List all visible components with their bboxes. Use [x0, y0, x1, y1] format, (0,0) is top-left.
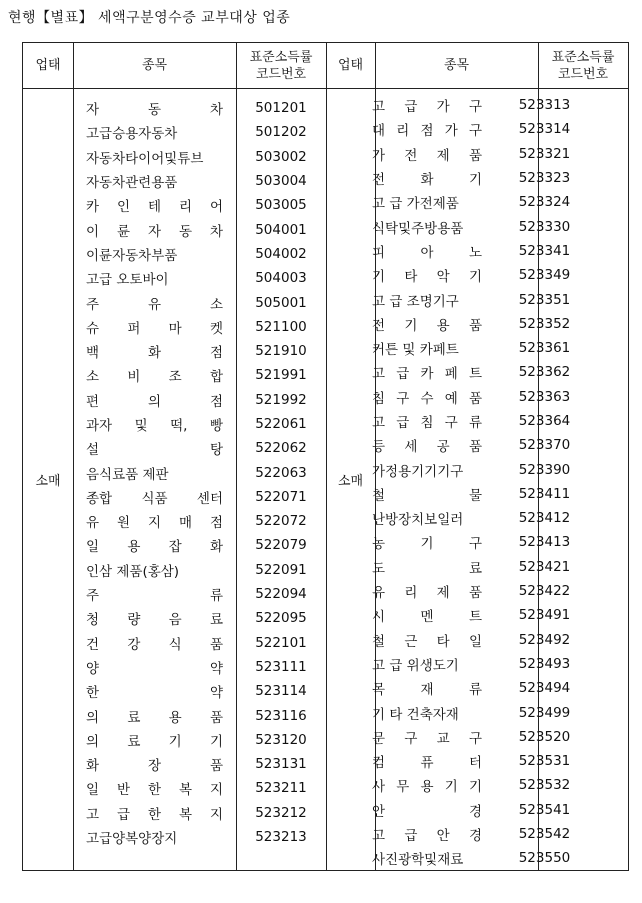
table-row [326, 725, 590, 749]
table-row [326, 409, 590, 433]
item-code: 523361 [518, 340, 571, 357]
item-name: 양 약 [86, 660, 223, 677]
item-code: 504001 [255, 221, 307, 238]
table-row [326, 117, 590, 141]
item-name: 백 화 점 [86, 345, 223, 362]
table-row [326, 652, 590, 676]
item-name: 주 류 [86, 588, 223, 605]
business-type-right: 소매 [337, 473, 364, 489]
table-row [326, 457, 590, 481]
table-row [23, 825, 326, 849]
item-code: 523532 [518, 777, 571, 794]
item-name: 유 리 제 품 [372, 585, 482, 602]
item-code: 522079 [255, 537, 307, 554]
item-name: 고 급 카 페 트 [372, 366, 482, 383]
table-row [23, 169, 326, 193]
table-row [23, 533, 326, 557]
item-name: 문 구 교 구 [372, 730, 482, 747]
item-name: 목 재 류 [372, 682, 482, 699]
item-name: 카 인 테 리 어 [86, 199, 223, 216]
table-row [326, 773, 590, 797]
item-name: 등 세 공 품 [372, 439, 482, 456]
item-name: 슈 퍼 마 켓 [86, 320, 223, 337]
right-item-list [326, 93, 590, 871]
item-name: 고 급 가전제품 [372, 196, 459, 213]
table-row [23, 315, 326, 339]
item-name: 침 구 수 예 품 [372, 390, 482, 407]
item-code: 523313 [518, 97, 571, 114]
table-row [326, 385, 590, 409]
item-code: 523531 [518, 753, 571, 770]
table-row [23, 606, 326, 630]
item-name: 고급 오토바이 [86, 272, 169, 289]
table-row [326, 846, 590, 870]
table-row [23, 655, 326, 679]
table-row [23, 801, 326, 825]
item-code: 523421 [518, 558, 571, 575]
table-row [23, 193, 326, 217]
page-title: 현행【별표】 세액구분영수증 교부대상 업종 [8, 10, 291, 26]
item-name: 종합 식품 센터 [86, 490, 223, 507]
item-name: 철 물 [372, 487, 482, 504]
item-name: 일 반 한 복 지 [86, 782, 223, 799]
table-row [326, 166, 590, 190]
item-name: 가정용기기기구 [372, 463, 464, 480]
table-row [23, 679, 326, 703]
item-name: 이 륜 자 동 차 [86, 223, 223, 240]
table-row [326, 239, 590, 263]
header-code-line2: 코드번호 [255, 66, 307, 82]
item-code: 504003 [255, 270, 307, 287]
table-row [326, 312, 590, 336]
header-business-right: 업태 [337, 58, 364, 73]
table-row [23, 631, 326, 655]
table-row [326, 263, 590, 287]
table-row [23, 412, 326, 436]
item-code: 522062 [255, 440, 307, 457]
item-name: 가 전 제 품 [372, 147, 482, 164]
table-row [326, 700, 590, 724]
item-code: 523541 [518, 801, 571, 818]
table-row [23, 752, 326, 776]
item-code: 523520 [518, 728, 571, 745]
item-code: 522101 [255, 634, 307, 651]
item-code: 523492 [518, 631, 571, 648]
item-name: 커튼 및 카페트 [372, 342, 459, 359]
table-row [326, 676, 590, 700]
item-name: 편 의 점 [86, 393, 223, 410]
item-name: 기 타 건축자재 [372, 706, 459, 723]
item-name: 식탁및주방용품 [372, 220, 464, 237]
item-code: 523352 [518, 315, 571, 332]
item-code: 522063 [255, 464, 307, 481]
item-code: 523321 [518, 145, 571, 162]
item-name: 고 급 침 구 류 [372, 415, 482, 431]
item-name: 고급승용자동차 [86, 126, 178, 143]
table-row [326, 360, 590, 384]
item-name: 청 량 음 료 [86, 612, 223, 629]
item-name: 화 장 품 [86, 758, 223, 775]
item-name: 주 유 소 [86, 296, 223, 313]
table-row [326, 530, 590, 554]
item-name: 고 급 가 구 [372, 99, 482, 116]
item-name: 자동차타이어및튜브 [86, 150, 204, 167]
item-code: 522061 [255, 416, 307, 432]
table-row [23, 436, 326, 460]
item-name: 사 무 용 기 기 [372, 779, 482, 796]
header-business-left: 업태 [35, 58, 61, 73]
item-code: 523213 [255, 829, 307, 846]
item-code: 523422 [518, 583, 571, 600]
item-code: 523330 [518, 218, 571, 235]
table-row [326, 142, 590, 166]
item-code: 522095 [255, 610, 307, 627]
item-code: 505001 [255, 294, 307, 311]
table-row [326, 190, 590, 214]
item-code: 523212 [255, 804, 307, 821]
item-name: 대 리 점 가 구 [372, 123, 482, 140]
item-name: 도 료 [372, 560, 482, 577]
item-name: 인삼 제품(홍삼) [86, 563, 180, 580]
table-row [23, 582, 326, 606]
table-row [23, 266, 326, 290]
item-code: 523494 [518, 680, 571, 697]
item-code: 523550 [518, 850, 571, 867]
table-row [23, 776, 326, 800]
item-code: 523341 [518, 242, 571, 259]
item-name: 자 동 차 [86, 102, 223, 119]
item-name: 의 료 기 기 [86, 733, 223, 750]
item-code: 523493 [518, 655, 571, 672]
item-code: 523120 [255, 731, 307, 748]
table-row [326, 287, 590, 311]
item-code: 523323 [518, 170, 571, 187]
header-code-left [236, 43, 326, 88]
item-code: 523412 [518, 510, 571, 527]
table-row [326, 749, 590, 773]
item-name: 소 비 조 합 [86, 369, 223, 386]
item-code: 523324 [518, 194, 571, 211]
table-row [23, 388, 326, 412]
item-name: 기 타 악 기 [372, 269, 482, 286]
item-name: 전 기 용 품 [372, 317, 482, 334]
item-code: 522094 [255, 586, 307, 603]
item-name: 과자 및 떡, 빵 [86, 418, 223, 434]
table-row [326, 628, 590, 652]
header-item-right: 종목 [443, 58, 470, 73]
item-code: 503005 [255, 197, 307, 214]
item-name: 컴 퓨 터 [372, 755, 482, 772]
item-name: 고급양복양장지 [86, 831, 178, 848]
item-code: 501202 [255, 124, 307, 141]
item-name: 농 기 구 [372, 536, 482, 553]
table-row [23, 96, 326, 120]
item-name: 시 멘 트 [372, 609, 482, 626]
header-code-line1: 표준소득률 [249, 49, 313, 65]
table-row [23, 217, 326, 241]
item-code: 523314 [518, 121, 571, 138]
item-code: 523351 [518, 291, 571, 308]
item-name: 고 급 안 경 [372, 828, 482, 845]
header-code-line1: 표준소득률 [551, 49, 615, 65]
item-code: 523349 [518, 267, 571, 284]
table-row [326, 555, 590, 579]
item-code: 523362 [518, 364, 571, 381]
table-row [326, 482, 590, 506]
table-row [23, 460, 326, 484]
item-name: 전 화 기 [372, 172, 482, 189]
item-name: 자동차관련용품 [86, 175, 178, 192]
header-code-line2: 코드번호 [557, 66, 609, 82]
item-name: 유 원 지 매 점 [86, 515, 223, 532]
item-name: 한 약 [86, 685, 223, 702]
item-code: 501201 [255, 100, 307, 117]
header-item-left: 종목 [141, 58, 168, 73]
table-row [326, 798, 590, 822]
item-code: 523370 [518, 437, 571, 454]
item-name: 피 아 노 [372, 244, 482, 261]
item-code: 523411 [518, 485, 571, 502]
item-code: 523363 [518, 388, 571, 405]
item-name: 안 경 [372, 803, 482, 820]
item-code: 523114 [255, 683, 307, 700]
item-code: 523364 [518, 413, 571, 429]
item-code: 523390 [518, 461, 571, 478]
item-name: 의 료 용 품 [86, 709, 223, 726]
table-row [23, 242, 326, 266]
item-name: 이륜자동차부품 [86, 247, 178, 264]
table-row [23, 485, 326, 509]
item-code: 523211 [255, 780, 307, 797]
item-name: 고 급 조명기구 [372, 293, 459, 310]
item-code: 522091 [255, 561, 307, 578]
item-code: 522072 [255, 513, 307, 530]
item-code: 503002 [255, 148, 307, 165]
item-name: 사진광학및재료 [372, 852, 464, 869]
table-row [23, 703, 326, 727]
item-code: 504002 [255, 245, 307, 262]
item-code: 523131 [255, 756, 307, 773]
table-row [326, 822, 590, 846]
table-row [326, 579, 590, 603]
item-code: 503004 [255, 173, 307, 190]
item-name: 설 탕 [86, 442, 223, 459]
header-code-right [538, 43, 628, 88]
item-name: 고 급 한 복 지 [86, 806, 223, 823]
item-code: 521910 [255, 343, 307, 360]
item-code: 522071 [255, 488, 307, 505]
item-code: 523111 [255, 658, 307, 675]
item-name: 난방장치보일러 [372, 512, 464, 529]
table-row [23, 339, 326, 363]
item-code: 523499 [518, 704, 571, 721]
business-category-table [22, 42, 629, 871]
item-name: 고 급 위생도기 [372, 657, 459, 674]
item-name: 일 용 잡 화 [86, 539, 223, 556]
table-row [326, 336, 590, 360]
item-name: 건 강 식 품 [86, 636, 223, 653]
item-code: 523491 [518, 607, 571, 624]
table-row [23, 290, 326, 314]
table-row [23, 145, 326, 169]
left-item-list [23, 96, 326, 849]
table-row [326, 603, 590, 627]
item-code: 523542 [518, 826, 571, 843]
table-row [23, 120, 326, 144]
item-code: 521992 [255, 391, 307, 408]
table-row [23, 558, 326, 582]
table-row [23, 363, 326, 387]
business-type-left: 소매 [35, 473, 61, 489]
item-code: 521100 [255, 318, 307, 335]
item-name: 음식료품 제판 [86, 466, 169, 483]
table-row [23, 509, 326, 533]
item-code: 521991 [255, 367, 307, 384]
table-row [326, 506, 590, 530]
table-row [326, 433, 590, 457]
item-code: 523116 [255, 707, 307, 724]
table-row [326, 214, 590, 238]
table-row [23, 728, 326, 752]
item-code: 523413 [518, 534, 571, 551]
item-name: 철 근 타 일 [372, 633, 482, 650]
table-row [326, 93, 590, 117]
